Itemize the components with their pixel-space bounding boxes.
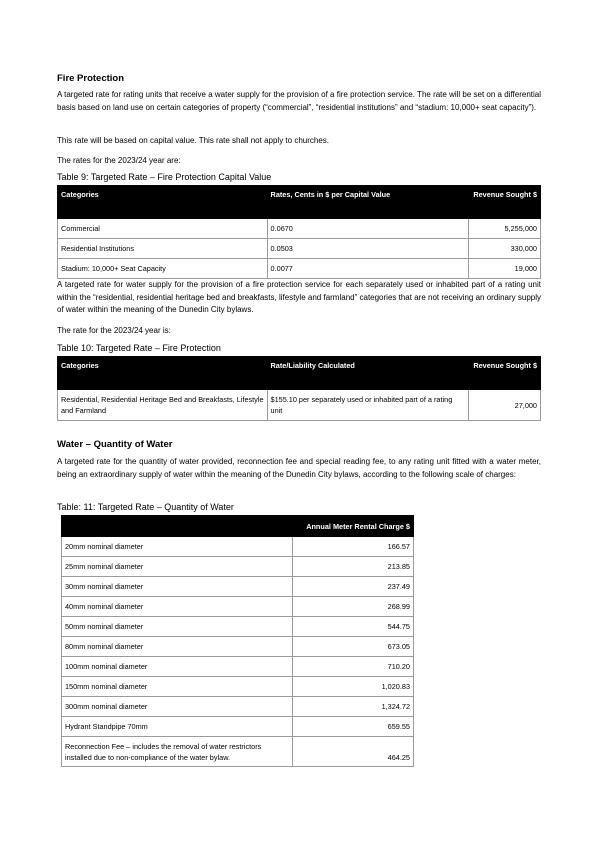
header-revenue: Revenue Sought $ [469,186,541,219]
table-row [62,537,414,557]
fire-paragraph-2: This rate will be based on capital value. This rate shall not apply to churches. [57,136,329,145]
cell-rate: 0.0503 [267,239,469,259]
table-11-caption: Table: 11: Targeted Rate – Quantity of Water [57,502,234,512]
table-10 [57,356,541,421]
cell-revenue: 5,255,000 [469,219,541,239]
water-quantity-heading: Water – Quantity of Water [57,439,173,450]
cell-item: 30mm nominal diameter [62,577,293,597]
cell-item: 300mm nominal diameter [62,697,293,717]
table-row [62,637,414,657]
cell-category: Commercial [58,219,268,239]
cell-charge: 544.75 [293,617,414,637]
header-rate-liability: Rate/Liability Calculated [267,357,469,390]
cell-charge: 659.55 [293,717,414,737]
header-rates: Rates, Cents in $ per Capital Value [267,186,469,219]
header-categories: Categories [58,186,268,219]
header-revenue: Revenue Sought $ [469,357,541,390]
table-header-row [62,516,414,537]
cell-rate: 0.0077 [267,259,469,279]
cell-charge: 464.25 [293,737,414,767]
cell-item: 80mm nominal diameter [62,637,293,657]
cell-charge: 166.57 [293,537,414,557]
cell-item: Reconnection Fee – includes the removal of water restrictors installed due to non-compliance of the water bylaw. [62,737,293,767]
table-header-row [58,186,541,219]
cell-item: 100mm nominal diameter [62,657,293,677]
water-paragraph-1: A targeted rate for the quantity of water provided, reconnection fee and special reading fee, to any rating unit fitted with a water meter, being an extraordinary supply of water within the meaning of the Dunedin City bylaws, according to the following scale of charges: [57,457,541,479]
fire-paragraph-5: The rate for the 2023/24 year is: [57,326,171,335]
table-9 [57,185,541,279]
fire-paragraph-4: A targeted rate for water supply for the provision of a fire protection service for each separately used or inhabited part of a rating unit within the “residential, residential heritage bed and breakfasts, lifestyle and farmland” categories that are not receiving an ordinary supply of water within the meaning of the Dunedin City bylaws. [57,280,541,314]
table-row [62,657,414,677]
table-row [58,390,541,421]
table-11 [61,515,414,767]
table-row [58,239,541,259]
table-row [58,259,541,279]
cell-item: 20mm nominal diameter [62,537,293,557]
table-row [62,557,414,577]
cell-revenue: 330,000 [469,239,541,259]
cell-category: Residential Institutions [58,239,268,259]
cell-rate: $155.10 per separately used or inhabited part of a rating unit [267,390,469,421]
cell-item: Hydrant Standpipe 70mm [62,717,293,737]
cell-charge: 213.85 [293,557,414,577]
header-blank [62,516,293,537]
cell-charge: 1,324.72 [293,697,414,717]
table-row [62,737,414,767]
table-row [62,617,414,637]
header-categories: Categories [58,357,268,390]
fire-paragraph-3: The rates for the 2023/24 year are: [57,156,181,165]
cell-charge: 1,020.83 [293,677,414,697]
table-row [62,577,414,597]
fire-paragraph-1: A targeted rate for rating units that receive a water supply for the provision of a fire protection service. The rate will be set on a differential basis based on land use on certain categories of property (“commercial”, “residential institutions” and “stadium: 10,000+ seat capacity”). [57,90,541,112]
cell-charge: 710.20 [293,657,414,677]
cell-category: Residential, Residential Heritage Bed and Breakfasts, Lifestyle and Farmland [58,390,268,421]
table-row [62,717,414,737]
table-9-caption: Table 9: Targeted Rate – Fire Protection Capital Value [57,172,272,182]
cell-item: 50mm nominal diameter [62,617,293,637]
table-10-caption: Table 10: Targeted Rate – Fire Protection [57,343,221,353]
cell-item: 150mm nominal diameter [62,677,293,697]
table-row [62,597,414,617]
table-row [62,697,414,717]
table-row [62,677,414,697]
cell-item: 40mm nominal diameter [62,597,293,617]
cell-category: Stadium: 10,000+ Seat Capacity [58,259,268,279]
cell-revenue: 27,000 [469,390,541,421]
table-header-row [58,357,541,390]
cell-revenue: 19,000 [469,259,541,279]
header-annual-meter-rental: Annual Meter Rental Charge $ [293,516,414,537]
cell-charge: 673.05 [293,637,414,657]
cell-item: 25mm nominal diameter [62,557,293,577]
fire-protection-heading: Fire Protection [57,73,125,84]
cell-charge: 268.99 [293,597,414,617]
cell-charge: 237.49 [293,577,414,597]
cell-rate: 0.0670 [267,219,469,239]
table-row [58,219,541,239]
